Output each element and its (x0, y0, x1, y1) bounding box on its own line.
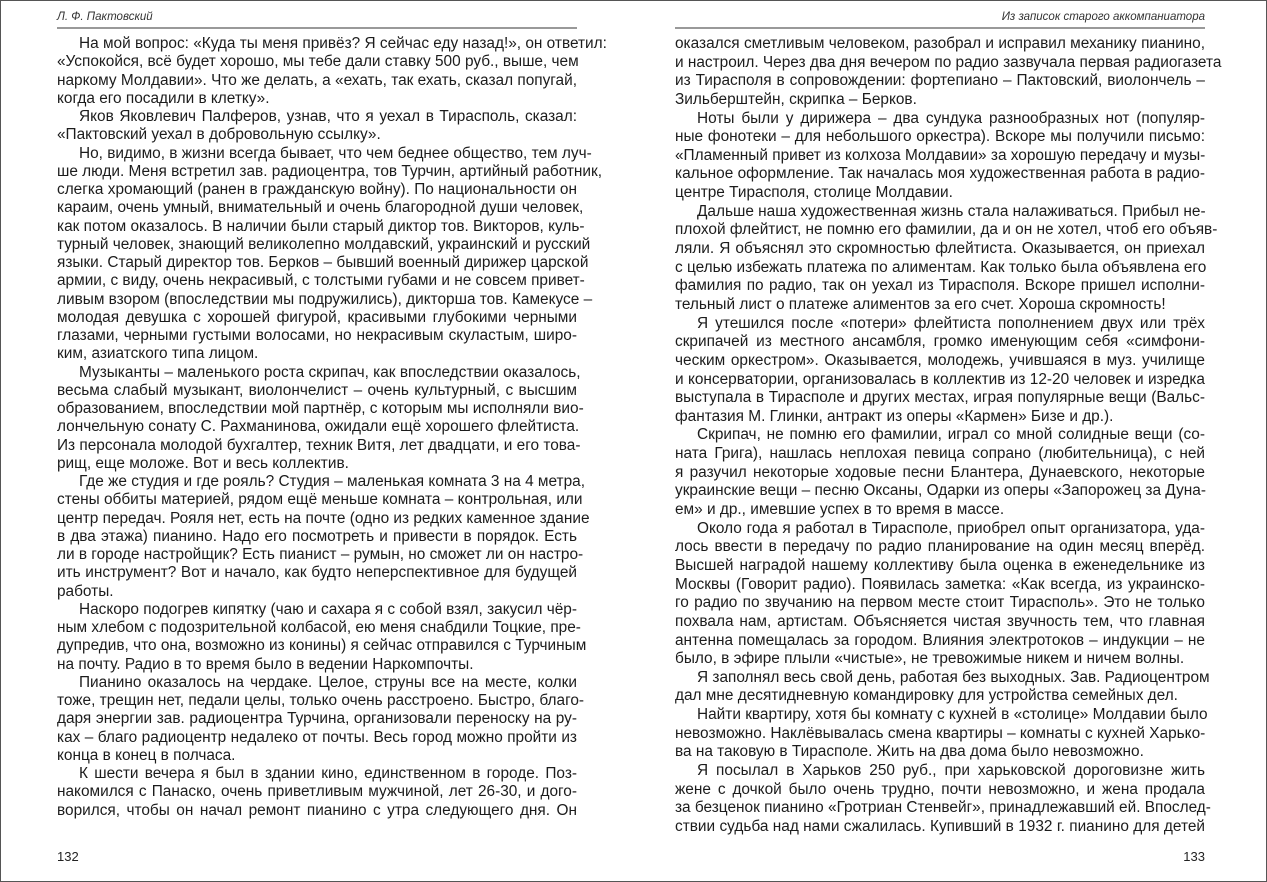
text-line: конца в конец в полчаса. (57, 746, 236, 764)
paragraph (57, 363, 584, 474)
paragraph (675, 426, 1205, 519)
text-line: рищ, еще моложе. Вот и весь коллектив. (57, 454, 349, 472)
paragraph (57, 108, 577, 145)
running-head-title: Из записок старого аккомпаниатора (1001, 11, 1205, 23)
text-line: наркому Молдавии». Что же делать, а «ехать, так ехать, сказал попугай, (57, 71, 577, 89)
text-line: армии, с виду, очень некрасивый, с толстыми губами и не совсем привет- (57, 272, 585, 290)
text-line: скрипачей из местного ансамбля, громко именующим себя «симфони- (675, 333, 1205, 351)
text-line: ляли. Я объяснял это скромностью флейтиста. Оказывается, он приехал (675, 240, 1205, 258)
paragraph (675, 202, 1218, 315)
text-line: Высшей наградой нашему коллективу была оценка в еженедельнике из (675, 556, 1205, 574)
text-line: ить инструмент? Вот и начало, как будто неперспективное для будущей (57, 564, 577, 582)
text-line: даря энергии зав. радиоцентра Турчина, организовали переноску на ру- (57, 710, 577, 728)
text-line: невозможно. Наклёвывалась смена квартиры – комнаты с кухней Харько- (675, 724, 1206, 742)
text-line: дупредив, что она, возможно из конины) я сейчас отправился с Турчиным (57, 637, 587, 655)
text-line: Но, видимо, в жизни всегда бывает, что чем беднее общество, тем луч- (79, 144, 592, 162)
text-line: Я заполнял весь свой день, работая без выходных. Зав. Радиоцентром (697, 668, 1210, 686)
text-line: языки. Старый директор тов. Берков – бывший военный дирижер царской (57, 254, 589, 271)
text-line: украинские вещи – песню Оксаны, Одарки из оперы «Запорожец за Дуна- (675, 482, 1206, 500)
paragraph (675, 668, 1210, 706)
text-line: Пианино оказалось на чердаке. Целое, струны все на месте, колки (79, 673, 577, 691)
text-line: накомился с Панаско, очень приветливым мужчиной, лет 26-30, и дого- (57, 783, 577, 801)
text-line: ворился, чтобы он начал ремонт пианино с утра следующего дня. Он (57, 801, 577, 819)
text-line: «Успокойся, всё будет хорошо, мы тебе дали ставку 500 руб., выше, чем (57, 53, 579, 71)
text-line: тельный лист о платеже алиментов за его счет. Хороша скромность! (675, 295, 1166, 313)
paragraph (57, 473, 590, 601)
page-number: 133 (1183, 849, 1205, 864)
text-line: К шести вечера я был в здании кино, единственном в городе. Поз- (79, 765, 577, 782)
text-line: и настроил. Через два дня вечером по радио зазвучала первая радиогазета (675, 53, 1222, 71)
text-line: похвала нам, артистам. Объясняется чистая звучность тем, что главная (675, 612, 1205, 630)
text-line: и консерватории, организовалась в коллектив из 12-20 человек и изредка (675, 370, 1205, 388)
text-line: ва на таковую в Тирасполе. Жить на два дома было невозможно. (675, 743, 1144, 761)
text-line: турный человек, знающий великолепно молдавский, украинский и русский (57, 235, 591, 253)
text-line: на почту. Радио в то время было в ведении Наркомпочты. (57, 655, 474, 673)
text-line: ем» и др., имевшие успех в то время в массе. (675, 501, 1005, 519)
header-rule (675, 27, 1205, 29)
text-line: ната Грига), нашлась неплохая певица сопрано (любительница), с ней (675, 445, 1205, 463)
text-line: как потом оказалось. В наличии были старый диктор тов. Викторов, куль- (57, 217, 585, 235)
text-line: го радио по звучанию на первом месте стоит Тирасполь». Это не только (675, 594, 1205, 612)
text-line: дал мне десятидневную командировку для устройства семейных дел. (675, 687, 1178, 705)
text-line: Я посылал в Харьков 250 руб., при харьковской дороговизне жить (697, 761, 1205, 779)
page-body (57, 35, 607, 820)
text-line: Около года я работал в Тирасполе, приобрел опыт организатора, уда- (697, 519, 1205, 537)
text-line: Где же студия и где рояль? Студия – маленькая комната 3 на 4 метра, (79, 473, 585, 490)
text-line: «Пламенный привет из колхоза Молдавии» за хорошую передачу и музы- (675, 146, 1206, 164)
text-line: Я утешился после «потери» флейтиста пополнением двух или трёх (697, 314, 1205, 332)
text-line: ли в городе настройщик? Есть пианист – румын, но сможет ли он настро- (57, 546, 584, 563)
text-line: кальное оформление. Так началась моя художественная работа в радио- (675, 165, 1205, 183)
text-line: Найти квартиру, хотя бы комнату с кухней в «столице» Молдавии было (697, 706, 1208, 724)
paragraph (675, 35, 1222, 110)
text-line: выступала в Тирасполе и других местах, играя популярные вещи (Вальс- (675, 389, 1205, 407)
paragraph (57, 600, 587, 674)
text-line: ческим оркестром». Оказывается, молодежь, учившаяся в муз. училище (675, 351, 1205, 369)
text-line: работы. (57, 582, 114, 600)
text-line: ные фонотеки – для небольшого оркестра). Вскоре мы получили письмо: (675, 128, 1205, 146)
text-line: фантазия М. Глинки, антракт из оперы «Кармен» Бизе и др.). (675, 407, 1114, 425)
text-line: было, в эфире плыли «чистые», не тревожимые никем и ничем волны. (675, 650, 1185, 668)
text-line: стены оббиты материей, рядом ещё меньше комната – контрольная, или (57, 491, 583, 509)
paragraph (675, 706, 1208, 762)
text-line: Москвы (Говорит радио). Появилась заметка: «Как всегда, из украинско- (675, 575, 1205, 593)
text-line: жене с дочкой было очень трудно, почти невозможно, и жена продала (675, 780, 1205, 798)
running-head-author: Л. Ф. Пактовский (57, 11, 153, 23)
page-body (675, 35, 1222, 837)
paragraph (675, 110, 1205, 203)
text-line: плохой флейтист, не помню его фамилии, да и он не хотел, чтоб его объяв- (675, 221, 1218, 239)
text-line: Зильберштейн, скрипка – Берков. (675, 90, 917, 108)
text-line: в два этажа) пианино. Надо его посмотреть и привести в порядок. Есть (57, 527, 577, 545)
text-line: антенна помещалась за городом. Влияния электротоков – индукции – не (675, 631, 1205, 649)
paragraph (675, 315, 1205, 427)
text-line: Яков Яковлевич Палферов, узнав, что я уехал в Тирасполь, сказал: (79, 108, 577, 125)
text-line: образованием, впоследствии мой партнёр, с которым мы исполняли вио- (57, 400, 584, 417)
text-line: ким, азиатского типа лицом. (57, 345, 259, 363)
text-line: Дальше наша художественная жизнь стала налаживаться. Прибыл не- (697, 202, 1206, 220)
text-line: слегка хромающий (ранен в гражданскую войну). По национальности он (57, 181, 577, 198)
text-line: за безценок пианино «Гротриан Стенвейг», принадлежавший ей. Впослед- (675, 799, 1211, 817)
paragraph (675, 761, 1211, 837)
header-rule (57, 27, 577, 29)
text-line: На мой вопрос: «Куда ты меня привёз? Я сейчас еду назад!», он ответил: (79, 35, 607, 52)
left-page (57, 0, 607, 882)
text-line: Ноты были у дирижера – два сундука разнообразных нот (популяр- (697, 109, 1205, 127)
text-line: я разучил некоторые ходовые песни Блантера, Дунаевского, некоторые (675, 463, 1205, 481)
text-line: глазами, черными густыми волосами, но некрасивым скуластым, широ- (57, 327, 577, 344)
text-line: тоже, трещин нет, педали целы, только очень расстроено. Быстро, благо- (57, 692, 585, 709)
text-line: с целью избежать платежа по алиментам. Как только была объявлена его (675, 258, 1207, 276)
text-line: фамилия по радио, так он уехал из Тирасполя. Вскоре пришел исполни- (675, 277, 1205, 295)
right-page (675, 0, 1222, 882)
text-line: «Пактовский уехал в добровольную ссылку». (57, 126, 381, 144)
text-line: ше люди. Меня встретил зав. радиоцентра, тов Турчин, артийный работник, (57, 162, 603, 180)
page-number: 132 (57, 849, 79, 864)
text-line: Музыканты – маленького роста скрипач, как впоследствии оказалось, (79, 363, 581, 381)
text-line: когда его посадили в клетку». (57, 89, 270, 107)
paragraph (57, 765, 577, 820)
text-line: Наскоро подогрев кипятку (чаю и сахара я с собой взял, закусил чёр- (79, 600, 577, 618)
text-line: ствии судьба над нами сжалилась. Купивший в 1932 г. пианино для детей (675, 817, 1205, 835)
paragraph (57, 673, 585, 765)
paragraph (57, 35, 607, 108)
text-line: ках – благо радиоцентр недалеко от почты. Весь город можно пройти из (57, 728, 577, 746)
paragraph (675, 520, 1205, 669)
text-line: молодая девушка с хорошей фигурой, красивыми глубокими черными (57, 308, 577, 326)
text-line: Из персонала молодой бухгалтер, техник Витя, лет двадцати, и его това- (57, 436, 581, 454)
text-line: караим, очень умный, внимательный и очень благородной души человек, (57, 199, 584, 217)
text-line: центре Тирасполя, столице Молдавии. (675, 184, 953, 202)
text-line: Скрипач, не помню его фамилии, играл со мной солидные вещи (со- (697, 426, 1205, 444)
text-line: лось ввести в передачу по радио планирование на один месяц вперёд. (675, 538, 1205, 556)
text-line: из Тирасполя в сопровождении: фортепиано – Пактовский, виолончель – (675, 72, 1205, 90)
text-line: центр передач. Рояля нет, есть на почте (одно из редких каменное здание (57, 509, 590, 527)
paragraph (57, 144, 603, 364)
text-line: весьма слабый музыкант, виолончелист – очень культурный, с высшим (57, 381, 577, 399)
text-line: ным хлебом с подозрительной колбасой, ею меня снабдили Тоцкие, пре- (57, 619, 581, 636)
text-line: ливым взором (впоследствии мы подружились), дикторша тов. Камекусе – (57, 290, 593, 308)
text-line: оказался сметливым человеком, разобрал и исправил механику пианино, (675, 35, 1205, 52)
text-line: лончельную сонату С. Рахманинова, ожидали ещё хорошего флейтиста. (57, 418, 580, 436)
